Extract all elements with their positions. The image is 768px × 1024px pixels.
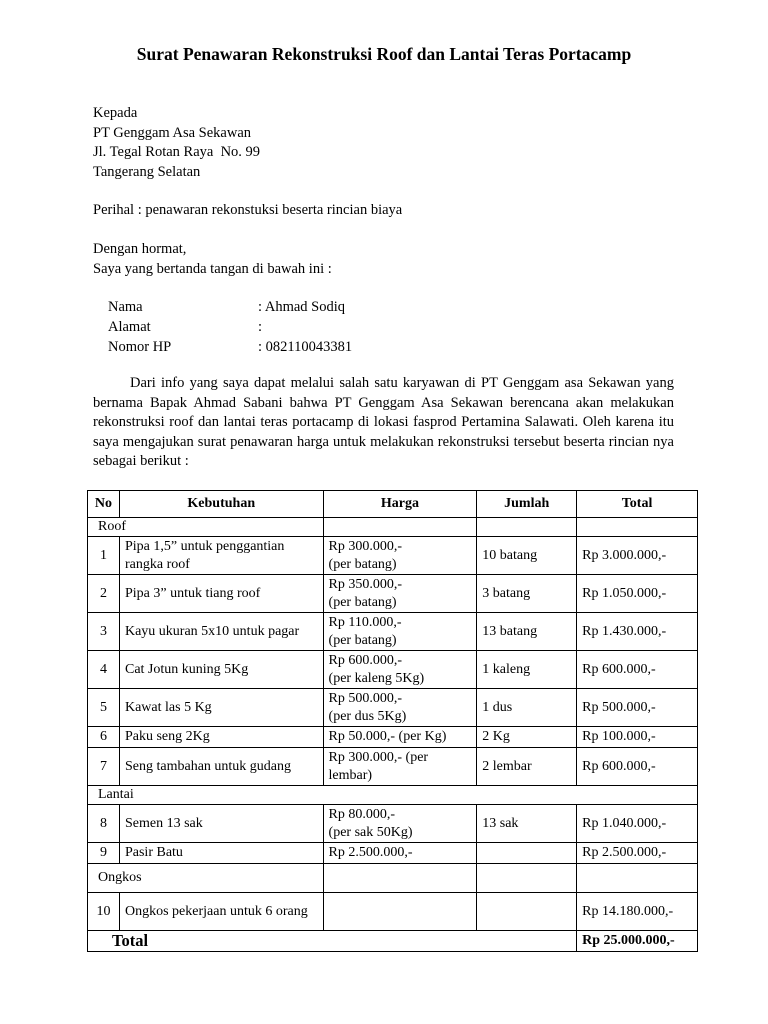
table-row	[88, 689, 698, 727]
row-number: 9	[88, 843, 120, 864]
row-number: 7	[88, 748, 120, 786]
row-quantity: 2 Kg	[477, 727, 577, 748]
row-price: Rp 600.000,- (per kaleng 5Kg)	[323, 651, 477, 689]
name-value: : Ahmad Sodiq	[258, 299, 346, 315]
row-price: Rp 300.000,- (per lembar)	[323, 748, 477, 786]
empty-cell	[477, 518, 577, 537]
section-label: Roof	[88, 518, 324, 537]
row-price: Rp 2.500.000,-	[323, 843, 477, 864]
section-row-roof	[88, 518, 698, 537]
table-body-lantai	[88, 786, 698, 864]
section-label: Lantai	[88, 786, 698, 805]
table-row	[88, 613, 698, 651]
address-line: PT Genggam Asa Sekawan	[93, 124, 251, 141]
section-row-ongkos	[88, 864, 698, 893]
empty-cell	[577, 518, 698, 537]
header-no: No	[88, 491, 120, 518]
identity-row-name	[108, 297, 352, 317]
row-quantity	[477, 893, 577, 931]
section-row-lantai	[88, 786, 698, 805]
subject-line: Perihal : penawaran rekonstuksi beserta rincian biaya	[93, 202, 403, 218]
row-total: Rp 600.000,-	[577, 748, 698, 786]
phone-value: : 082110043381	[258, 339, 353, 355]
recipient-address	[93, 104, 260, 182]
row-price: Rp 110.000,- (per batang)	[323, 613, 477, 651]
row-item: Seng tambahan untuk gudang	[119, 748, 323, 786]
row-price: Rp 50.000,- (per Kg)	[323, 727, 477, 748]
row-price: Rp 300.000,- (per batang)	[323, 537, 477, 575]
row-number: 8	[88, 805, 120, 843]
row-price	[323, 893, 477, 931]
table-row	[88, 843, 698, 864]
row-quantity: 2 lembar	[477, 748, 577, 786]
row-number: 10	[88, 893, 120, 931]
row-total: Rp 1.040.000,-	[577, 805, 698, 843]
row-price: Rp 80.000,- (per sak 50Kg)	[323, 805, 477, 843]
address-label: Alamat	[108, 319, 151, 335]
header-kebutuhan: Kebutuhan	[119, 491, 323, 518]
row-total: Rp 1.430.000,-	[577, 613, 698, 651]
empty-cell	[477, 864, 577, 893]
header-total: Total	[577, 491, 698, 518]
header-harga: Harga	[323, 491, 477, 518]
sender-identity	[108, 297, 352, 357]
row-item: Kawat las 5 Kg	[119, 689, 323, 727]
name-label: Nama	[108, 299, 143, 315]
row-price: Rp 500.000,- (per dus 5Kg)	[323, 689, 477, 727]
row-total: Rp 500.000,-	[577, 689, 698, 727]
row-number: 5	[88, 689, 120, 727]
row-quantity: 13 batang	[477, 613, 577, 651]
row-number: 6	[88, 727, 120, 748]
row-quantity: 10 batang	[477, 537, 577, 575]
row-item: Pasir Batu	[119, 843, 323, 864]
table-row	[88, 537, 698, 575]
row-price: Rp 350.000,- (per batang)	[323, 575, 477, 613]
row-item: Cat Jotun kuning 5Kg	[119, 651, 323, 689]
table-header-row	[88, 491, 698, 518]
row-number: 3	[88, 613, 120, 651]
address-line: Jl. Tegal Rotan Raya No. 99	[93, 144, 261, 160]
table-row	[88, 893, 698, 931]
row-total: Rp 3.000.000,-	[577, 537, 698, 575]
row-total: Rp 600.000,-	[577, 651, 698, 689]
table-row	[88, 575, 698, 613]
row-total: Rp 100.000,-	[577, 727, 698, 748]
identity-row-address	[108, 317, 352, 337]
row-item: Paku seng 2Kg	[119, 727, 323, 748]
greeting	[93, 240, 332, 279]
phone-label: Nomor HP	[108, 339, 172, 355]
row-number: 4	[88, 651, 120, 689]
empty-cell	[323, 864, 477, 893]
table-body-ongkos-items	[88, 893, 698, 931]
row-quantity	[477, 843, 577, 864]
table-body	[88, 518, 698, 786]
row-item: Ongkos pekerjaan untuk 6 orang	[119, 893, 323, 931]
row-quantity: 1 dus	[477, 689, 577, 727]
body-paragraph: Dari info yang saya dapat melalui salah satu karyawan di PT Genggam asa Sekawan yang bernama Bapak Ahmad Sabani bahwa PT Genggam Asa Sekawan berencana akan melakukan rekonstruksi roof dan lantai teras portacamp di lokasi fasprod Pertamina Salawati. Oleh karena itu saya mengajukan surat penawaran harga untuk melakukan rekonstruksi tersebut beserta rincian nya sebagai berikut :	[93, 375, 674, 469]
row-item: Pipa 3” untuk tiang roof	[119, 575, 323, 613]
row-number: 1	[88, 537, 120, 575]
row-quantity: 3 batang	[477, 575, 577, 613]
table-body-ongkos	[88, 864, 698, 893]
row-item: Semen 13 sak	[119, 805, 323, 843]
empty-cell	[323, 518, 477, 537]
table-row	[88, 748, 698, 786]
cost-table	[87, 490, 698, 952]
table-row	[88, 805, 698, 843]
header-jumlah: Jumlah	[477, 491, 577, 518]
greeting-line: Saya yang bertanda tangan di bawah ini :	[93, 260, 332, 277]
row-number: 2	[88, 575, 120, 613]
address-line: Tangerang Selatan	[93, 163, 201, 180]
address-line: Kepada	[93, 105, 138, 121]
document-title: Surat Penawaran Rekonstruksi Roof dan Lantai Teras Portacamp	[136, 44, 632, 64]
row-quantity: 13 sak	[477, 805, 577, 843]
row-item: Pipa 1,5” untuk penggantian rangka roof	[119, 537, 323, 575]
address-value: :	[258, 319, 263, 335]
empty-cell	[577, 864, 698, 893]
row-quantity: 1 kaleng	[477, 651, 577, 689]
row-total: Rp 1.050.000,-	[577, 575, 698, 613]
total-label: Total	[88, 931, 577, 952]
greeting-line: Dengan hormat,	[93, 241, 187, 257]
total-row	[88, 931, 698, 952]
table-row	[88, 727, 698, 748]
section-label: Ongkos	[88, 864, 324, 893]
row-item: Kayu ukuran 5x10 untuk pagar	[119, 613, 323, 651]
identity-row-phone	[108, 337, 352, 357]
row-total: Rp 2.500.000,-	[577, 843, 698, 864]
table-row	[88, 651, 698, 689]
total-value: Rp 25.000.000,-	[577, 931, 698, 952]
row-total: Rp 14.180.000,-	[577, 893, 698, 931]
